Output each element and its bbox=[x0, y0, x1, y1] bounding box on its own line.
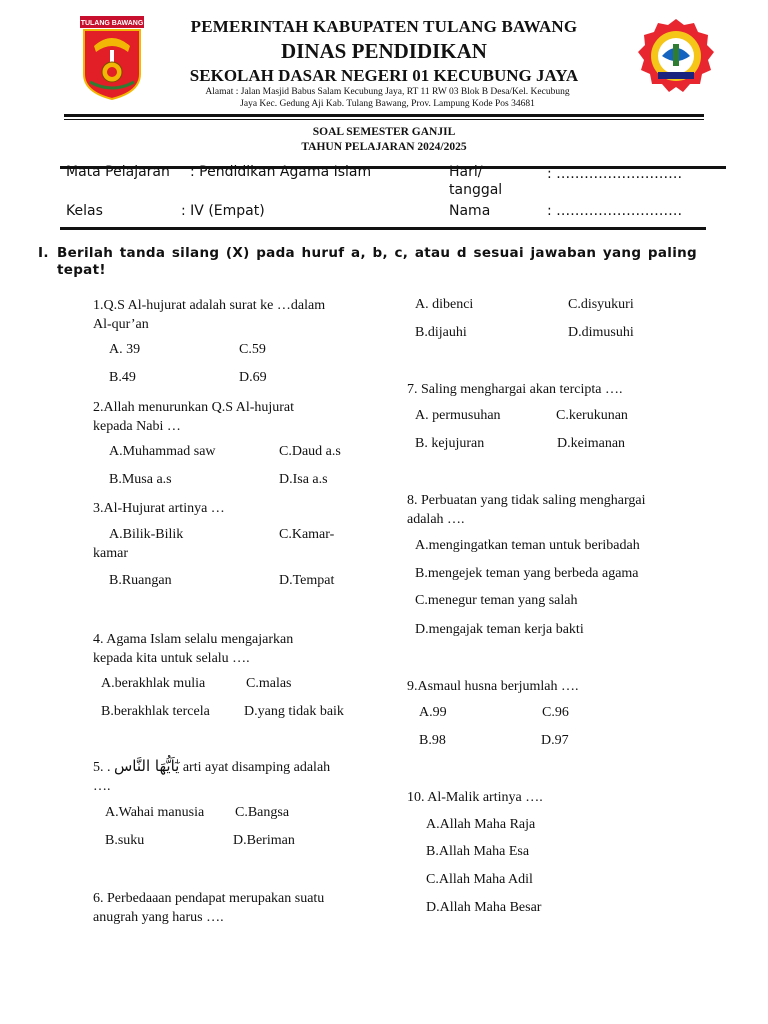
question-text-cont: kepada Nabi … bbox=[93, 419, 181, 434]
header-department: DINAS PENDIDIKAN bbox=[281, 39, 487, 63]
question-text-cont: anugrah yang harus …. bbox=[93, 910, 224, 925]
q5-option-b[interactable]: B.suku bbox=[105, 833, 145, 848]
question-text-cont: adalah …. bbox=[407, 512, 465, 527]
question-text: 1.Q.S Al-hujurat adalah surat ke …dalam bbox=[93, 298, 326, 313]
question-text: arti ayat disamping adalah bbox=[182, 760, 331, 775]
header-school: SEKOLAH DASAR NEGERI 01 KECUBUNG JAYA bbox=[189, 66, 579, 85]
q1-option-b[interactable]: B.49 bbox=[109, 370, 136, 385]
header-rule-thick bbox=[64, 114, 704, 117]
q7-option-b[interactable]: B. kejujuran bbox=[415, 436, 485, 451]
question-text: 8. Perbuatan yang tidak saling menghargai bbox=[407, 493, 646, 508]
subject-label: Mata Pelajaran bbox=[66, 164, 170, 180]
q3-option-c-cont: kamar bbox=[93, 546, 128, 561]
q9-option-d[interactable]: D.97 bbox=[541, 733, 569, 748]
q5-option-d[interactable]: D.Beriman bbox=[233, 833, 295, 848]
q2-option-c[interactable]: C.Daud a.s bbox=[279, 444, 341, 459]
exam-title: SOAL SEMESTER GANJIL bbox=[312, 126, 456, 138]
q5-option-c[interactable]: C.Bangsa bbox=[235, 805, 290, 820]
question-5 bbox=[93, 757, 363, 796]
instruction-text: Berilah tanda silang (X) pada huruf a, b, c, atau d sesuai jawaban yang paling tepat! bbox=[57, 245, 697, 278]
q1-option-c[interactable]: C.59 bbox=[239, 342, 266, 357]
q3-option-d[interactable]: D.Tempat bbox=[279, 573, 335, 588]
q10-option-d[interactable]: D.Allah Maha Besar bbox=[426, 900, 542, 915]
address-line-1: Alamat : Jalan Masjid Babus Salam Kecubung Jaya, RT 11 RW 03 Blok B Desa/Kel. Kecubung bbox=[205, 87, 570, 97]
arabic-verse: يٰٓاَيُّهَا النَّاس bbox=[114, 757, 180, 775]
svg-text:TULANG BAWANG: TULANG BAWANG bbox=[80, 20, 144, 27]
header-rule-thin bbox=[64, 119, 704, 120]
q9-option-c[interactable]: C.96 bbox=[542, 705, 569, 720]
question-3: 3.Al-Hujurat artinya … bbox=[93, 501, 225, 516]
q6-option-a[interactable]: A. dibenci bbox=[415, 297, 474, 312]
header-government: PEMERINTAH KABUPATEN TULANG BAWANG bbox=[190, 17, 578, 36]
header-address bbox=[160, 86, 615, 110]
subject-value: : Pendidikan Agama Islam bbox=[190, 164, 372, 180]
q8-option-b[interactable]: B.mengejek teman yang berbeda agama bbox=[415, 566, 639, 581]
q4-option-a[interactable]: A.berakhlak mulia bbox=[101, 676, 206, 691]
q8-option-a[interactable]: A.mengingatkan teman untuk beribadah bbox=[415, 538, 640, 553]
question-text: 2.Allah menurunkan Q.S Al-hujurat bbox=[93, 400, 295, 415]
q10-option-b[interactable]: B.Allah Maha Esa bbox=[426, 844, 530, 859]
question-7: 7. Saling menghargai akan tercipta …. bbox=[407, 382, 623, 397]
name-field: : ……………………… bbox=[547, 203, 683, 219]
question-8 bbox=[407, 491, 697, 529]
q4-option-c[interactable]: C.malas bbox=[246, 676, 292, 691]
question-text: 6. Perbedaaan pendapat merupakan suatu bbox=[93, 891, 325, 906]
q2-option-d[interactable]: D.Isa a.s bbox=[279, 472, 328, 487]
q8-option-d[interactable]: D.mengajak teman kerja bakti bbox=[415, 622, 584, 637]
q2-option-b[interactable]: B.Musa a.s bbox=[109, 472, 172, 487]
q1-option-d[interactable]: D.69 bbox=[239, 370, 267, 385]
q7-option-d[interactable]: D.keimanan bbox=[557, 436, 626, 451]
identity-rule-bottom bbox=[60, 227, 706, 230]
q9-option-a[interactable]: A.99 bbox=[419, 705, 447, 720]
q4-option-b[interactable]: B.berakhlak tercela bbox=[101, 704, 210, 719]
q9-option-b[interactable]: B.98 bbox=[419, 733, 446, 748]
date-label-cont: tanggal bbox=[449, 182, 503, 198]
class-label: Kelas bbox=[66, 203, 103, 219]
q10-option-a[interactable]: A.Allah Maha Raja bbox=[426, 817, 536, 832]
class-value: : IV (Empat) bbox=[181, 203, 265, 219]
q6-option-b[interactable]: B.dijauhi bbox=[415, 325, 467, 340]
instruction-number: I. bbox=[38, 245, 49, 261]
question-number: 5. . bbox=[93, 760, 111, 775]
q4-option-d[interactable]: D.yang tidak baik bbox=[244, 704, 344, 719]
q1-option-a[interactable]: A. 39 bbox=[109, 342, 141, 357]
q7-option-a[interactable]: A. permusuhan bbox=[415, 408, 501, 423]
q6-option-d[interactable]: D.dimusuhi bbox=[568, 325, 634, 340]
question-10: 10. Al-Malik artinya …. bbox=[407, 790, 543, 805]
q8-option-c[interactable]: C.menegur teman yang salah bbox=[415, 593, 578, 608]
school-emblem bbox=[636, 16, 716, 96]
question-text: 4. Agama Islam selalu mengajarkan bbox=[93, 632, 294, 647]
date-field: : ……………………… bbox=[547, 166, 683, 182]
q7-option-c[interactable]: C.kerukunan bbox=[556, 408, 628, 423]
question-text-cont: Al-qur’an bbox=[93, 317, 149, 332]
question-text-cont: kepada kita untuk selalu …. bbox=[93, 651, 250, 666]
question-2 bbox=[93, 398, 363, 436]
q3-option-c[interactable]: C.Kamar- bbox=[279, 527, 335, 542]
exam-year: TAHUN PELAJARAN 2024/2025 bbox=[301, 141, 467, 153]
q10-option-c[interactable]: C.Allah Maha Adil bbox=[426, 872, 533, 887]
q3-option-a[interactable]: A.Bilik-Bilik bbox=[109, 527, 184, 542]
q5-option-a[interactable]: A.Wahai manusia bbox=[105, 805, 205, 820]
q6-option-c[interactable]: C.disyukuri bbox=[568, 297, 634, 312]
q3-option-b[interactable]: B.Ruangan bbox=[109, 573, 172, 588]
question-9: 9.Asmaul husna berjumlah …. bbox=[407, 679, 579, 694]
address-line-2: Jaya Kec. Gedung Aji Kab. Tulang Bawang, Prov. Lampung Kode Pos 34681 bbox=[240, 99, 535, 109]
question-6 bbox=[93, 889, 373, 927]
question-1 bbox=[93, 296, 363, 334]
name-label: Nama bbox=[449, 203, 491, 219]
date-label: Hari/ bbox=[449, 164, 483, 180]
question-4 bbox=[93, 630, 363, 668]
q2-option-a[interactable]: A.Muhammad saw bbox=[109, 444, 216, 459]
question-text-cont: …. bbox=[93, 779, 111, 794]
